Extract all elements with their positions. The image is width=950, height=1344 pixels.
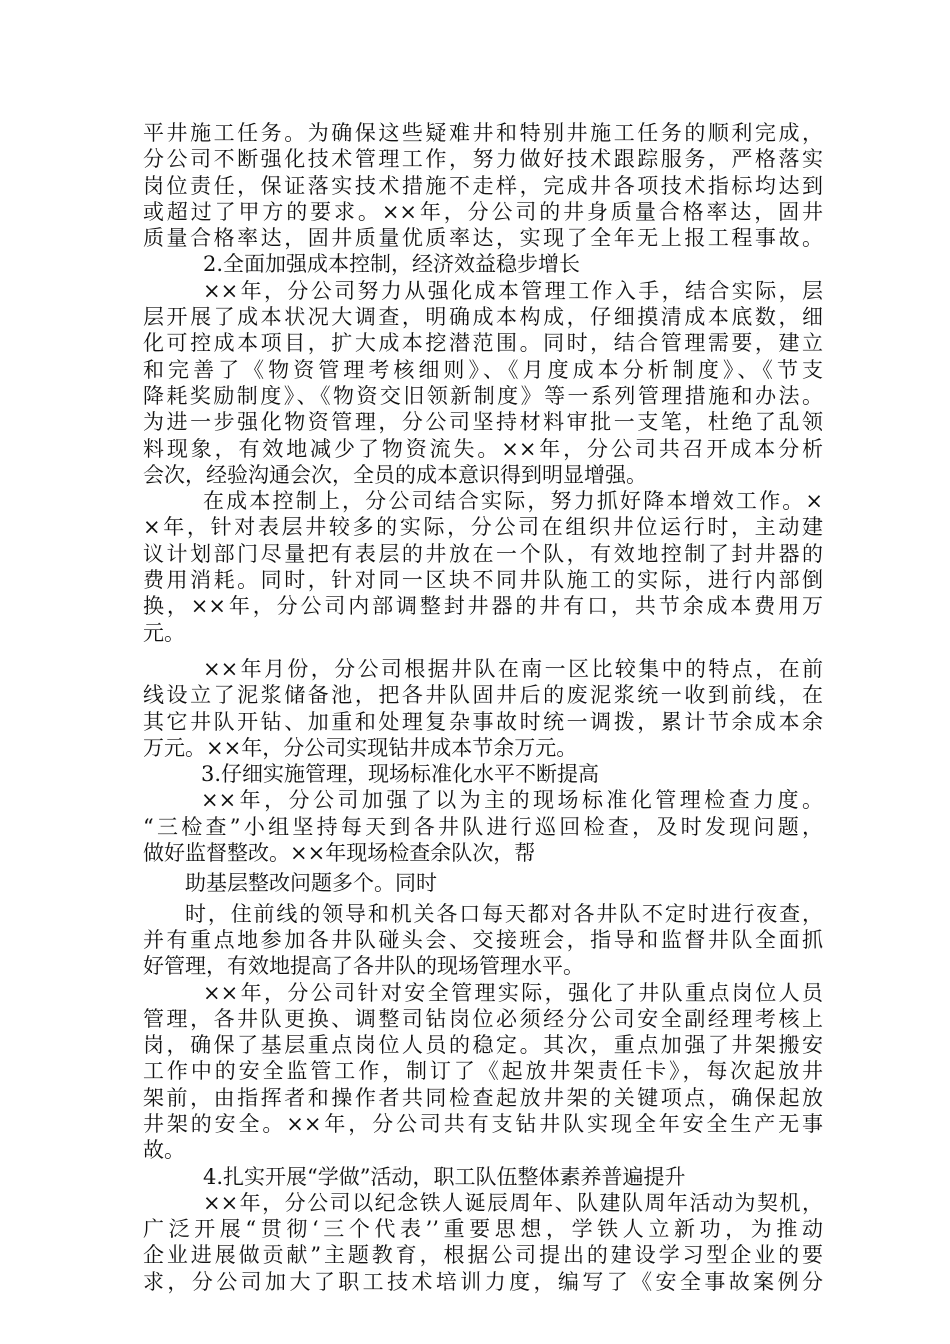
section-heading: 2.全面加强成本控制，经济效益稳步增长	[203, 252, 581, 277]
text-line: 万元。××年，分公司实现钻井成本节余万元。	[143, 735, 578, 760]
text-line: 元。	[143, 620, 185, 645]
section-heading: 4.扎实开展“学做”活动，职工队伍整体素养普遍提升	[203, 1164, 686, 1189]
text-line: 故。	[143, 1138, 185, 1163]
text-line: 岗，确保了基层重点岗位人员的稳定。其次，重点加强了井架搬安	[143, 1033, 823, 1058]
text-line: 平井施工任务。为确保这些疑难井和特别井施工任务的顺利完成，	[143, 121, 823, 145]
text-line: 换，××年，分公司内部调整封井器的井有口，共节余成本费用万	[143, 594, 823, 619]
text-line: 或超过了甲方的要求。××年，分公司的井身质量合格率达，固井	[143, 199, 823, 224]
text-line: 好管理，有效地提高了各井队的现场管理水平。	[143, 954, 584, 979]
text-line: ×年，针对表层井较多的实际，分公司在组织井位运行时，主动建	[143, 515, 823, 540]
text-line: 费用消耗。同时，针对同一区块不同井队施工的实际，进行内部倒	[143, 568, 823, 593]
text-line: 井架的安全。××年，分公司共有支钻井队实现全年安全生产无事	[143, 1111, 823, 1136]
text-line: 化可控成本项目，扩大成本挖潜范围。同时，结合管理需要，建立	[143, 331, 823, 356]
text-line: 料现象，有效地减少了物资流失。××年，分公司共召开成本分析	[143, 436, 823, 461]
text-line: 做好监督整改。××年现场检查余队次，帮	[143, 841, 536, 866]
section-heading: 3.仔细实施管理，现场标准化水平不断提高	[201, 762, 600, 787]
text-line: 降耗奖励制度》、《物资交旧领新制度》等一系列管理措施和办法。	[143, 383, 823, 408]
text-line: 广泛开展“贯彻‘三个代表’’重要思想，学铁人立新功，为推动	[143, 1217, 823, 1242]
text-line: ××年，分公司加强了以为主的现场标准化管理检查力度。	[201, 788, 823, 813]
text-line: 企业进展做贡献”主题教育，根据公司提出的建设学习型企业的要	[143, 1243, 823, 1268]
text-line: ××年月份，分公司根据井队在南一区比较集中的特点，在前	[203, 656, 823, 681]
text-line: 架前，由指挥者和操作者共同检查起放井架的关键项点，确保起放	[143, 1085, 823, 1110]
text-line: 其它井队开钻、加重和处理复杂事故时统一调拨，累计节余成本余	[143, 709, 823, 734]
text-line: 和完善了《物资管理考核细则》、《月度成本分析制度》、《节支	[143, 357, 823, 382]
text-line: 管理，各井队更换、调整司钻岗位必须经分公司安全副经理考核上	[143, 1006, 823, 1031]
text-line: 岗位责任，保证落实技术措施不走样，完成井各项技术指标均达到	[143, 173, 823, 198]
text-line: 时，住前线的领导和机关各口每天都对各井队不定时进行夜查，	[185, 901, 823, 926]
text-line: ××年，分公司针对安全管理实际，强化了井队重点岗位人员	[203, 980, 823, 1005]
text-line: ××年，分公司努力从强化成本管理工作入手，结合实际，层	[203, 278, 823, 303]
text-line: ××年，分公司以纪念铁人诞辰周年、队建队周年活动为契机，	[203, 1190, 823, 1215]
text-line: 并有重点地参加各井队碰头会、交接班会，指导和监督井队全面抓	[143, 927, 823, 952]
text-line: “三检查”小组坚持每天到各井队进行巡回检查，及时发现问题，	[143, 814, 823, 839]
text-line: 为进一步强化物资管理，分公司坚持材料审批一支笔，杜绝了乱领	[143, 410, 823, 435]
text-line: 助基层整改问题多个。同时	[185, 871, 437, 896]
text-line: 工作中的安全监管工作，制订了《起放井架责任卡》，每次起放井	[143, 1059, 823, 1084]
text-line: 会次，经验沟通会次，全员的成本意识得到明显增强。	[143, 462, 647, 487]
text-line: 分公司不断强化技术管理工作，努力做好技术跟踪服务，严格落实	[143, 147, 823, 172]
text-line: 议计划部门尽量把有表层的井放在一个队，有效地控制了封井器的	[143, 541, 823, 566]
text-line: 层开展了成本状况大调查，明确成本构成，仔细摸清成本底数，细	[143, 305, 823, 330]
text-line: 质量合格率达，固井质量优质率达，实现了全年无上报工程事故。	[143, 226, 823, 251]
text-line: 在成本控制上，分公司结合实际，努力抓好降本增效工作。×	[203, 489, 823, 514]
document-body	[143, 120, 823, 1295]
text-line: 线设立了泥浆储备池，把各井队固井后的废泥浆统一收到前线，在	[143, 683, 823, 708]
text-line: 求，分公司加大了职工技术培训力度，编写了《安全事故案例分	[143, 1269, 823, 1294]
